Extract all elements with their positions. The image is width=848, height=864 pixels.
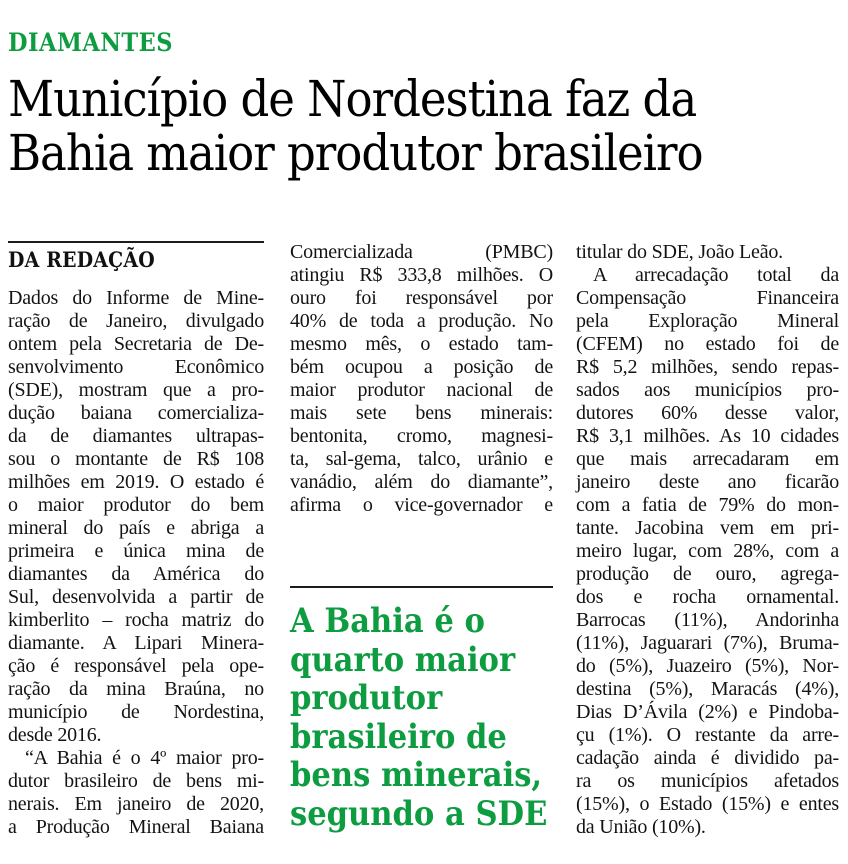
text-line: dução baiana comercializa- [8, 402, 264, 424]
text-line: dutor brasileiro de bens mi- [8, 770, 264, 792]
pull-quote [290, 602, 558, 833]
text-line: ração de Janeiro, divulgado [8, 310, 264, 332]
section-kicker: DIAMANTES [8, 28, 174, 57]
text-line: ra os municípios afetados [576, 770, 839, 792]
text-line: maior produtor nacional de [290, 379, 553, 401]
text-line: bens minerais, [290, 755, 543, 795]
text-line: pela Exploração Mineral [576, 310, 839, 332]
headline-line-2: Bahia maior produtor brasileiro [8, 124, 703, 182]
text-line: mineral do país e abriga a [8, 517, 264, 539]
text-line: R$ 5,2 milhões, sendo repas- [576, 356, 839, 378]
text-line: com a fatia de 79% do mon- [576, 494, 839, 516]
text-line: meiro lugar, com 28%, com a [576, 540, 839, 562]
byline-divider [8, 241, 264, 243]
text-line: nerais. Em janeiro de 2020, [8, 793, 264, 815]
text-line: “A Bahia é o 4º maior pro- [25, 747, 264, 769]
text-line: milhões em 2019. O estado é [8, 471, 264, 493]
text-line: dos e rocha ornamental. [576, 586, 839, 608]
headline-line-1: Município de Nordestina faz da [8, 70, 697, 128]
text-line: produção de ouro, agrega- [576, 563, 839, 585]
text-line: brasileiro de [290, 716, 507, 757]
text-line: ração da mina Braúna, no [8, 678, 264, 700]
text-line: bentonita, cromo, magnesi- [290, 425, 553, 447]
text-line: primeira e única mina de [8, 540, 264, 562]
text-line: titular do SDE, João Leão. [576, 241, 783, 263]
text-line: tante. Jacobina vem em pri- [576, 517, 839, 539]
text-line: Compensação Financeira [576, 287, 839, 309]
text-line: Sul, desenvolvida a partir de [8, 586, 264, 608]
text-line: ção é responsável pela ope- [8, 655, 264, 677]
text-line: diamante. A Lipari Minera- [8, 632, 264, 654]
text-line: Dados do Informe de Mine- [8, 287, 264, 309]
text-line: da de diamantes ultrapas- [8, 425, 264, 447]
text-line: Barrocas (11%), Andorinha [576, 609, 839, 631]
text-line: que mais arrecadaram em [576, 448, 839, 470]
text-line: (15%), o Estado (15%) e entes [576, 793, 839, 815]
text-line: janeiro deste ano ficarão [576, 471, 839, 493]
text-line: Comercializada (PMBC) [290, 241, 553, 263]
article-column-3 [576, 241, 839, 839]
text-line: dutores 60% desse valor, [576, 402, 839, 424]
text-line: mais sete bens minerais: [290, 402, 553, 424]
text-line: A arrecadação total da [593, 264, 839, 286]
text-line: do (5%), Juazeiro (5%), Nor- [576, 655, 839, 677]
text-line: afirma o vice-governador e [290, 494, 553, 516]
text-line: senvolvimento Econômico [8, 356, 264, 378]
text-line: ouro foi responsável por [290, 287, 553, 309]
text-line: 40% de toda a produção. No [290, 310, 553, 332]
text-line: diamantes da América do [8, 563, 264, 585]
text-line: (SDE), mostram que a pro- [8, 379, 264, 401]
text-line: produtor [290, 678, 443, 718]
text-line: vanádio, além do diamante”, [290, 471, 553, 493]
text-line: município de Nordestina, [8, 701, 264, 723]
text-line: çu (1%). O restante da arre- [576, 724, 839, 746]
text-line: (11%), Jaguarari (7%), Bruma- [576, 632, 839, 654]
text-line: bém ocupou a posição de [290, 356, 553, 378]
text-line: kimberlito – rocha matriz do [8, 609, 264, 631]
text-line: destina (5%), Maracás (4%), [576, 678, 839, 700]
text-line: sados aos municípios pro- [576, 379, 839, 401]
text-line: Dias D’Ávila (2%) e Pindoba- [576, 701, 839, 723]
text-line: segundo a SDE [290, 793, 548, 834]
byline: DA REDAÇÃO [8, 247, 155, 272]
text-line: da União (10%). [576, 816, 706, 838]
text-line: o maior produtor do bem [8, 494, 264, 516]
headline [8, 72, 846, 180]
text-line: cadação ainda é dividido pa- [576, 747, 839, 769]
text-line: mesmo mês, o estado tam- [290, 333, 553, 355]
text-line: quarto maior [290, 639, 516, 680]
article-column-1 [8, 287, 264, 839]
article-column-2 [290, 241, 553, 517]
text-line: a Produção Mineral Baiana [8, 816, 264, 838]
text-line: ontem pela Secretaria de De- [8, 333, 264, 355]
pull-quote-divider [290, 586, 553, 588]
text-line: A Bahia é o [290, 601, 485, 641]
text-line: ta, sal-gema, talco, urânio e [290, 448, 553, 470]
text-line: R$ 3,1 milhões. As 10 cidades [576, 425, 839, 447]
text-line: desde 2016. [8, 724, 102, 746]
text-line: sou o montante de R$ 108 [8, 448, 264, 470]
text-line: (CFEM) no estado foi de [576, 333, 839, 355]
text-line: atingiu R$ 333,8 milhões. O [290, 264, 553, 286]
